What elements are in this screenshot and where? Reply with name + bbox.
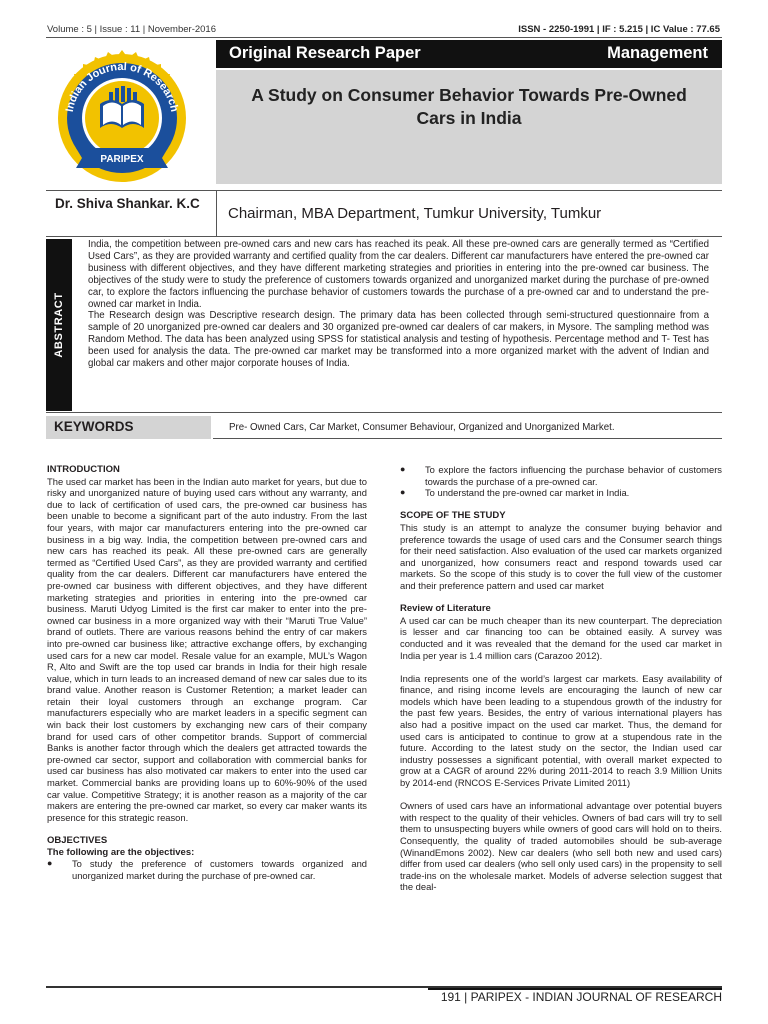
review-paragraph: Owners of used cars have an informational advantage over potential buyers with respect to the quality of their vehicles. Owners of bad cars will try to sell them to unsuspecting buyers while owners of good cars will hold on to theirs. Consequently, the quality of traded automobiles should be sub-average (WinandEmons 2002). New car dealers (who sell both new and used cars) differ from used car dealers (who sell only used cars) in the propensity to sell trade-ins on the wholesale market. Models of adverse selection suggest that the deal- — [400, 800, 722, 893]
list-item-text: To understand the pre-owned car market in India. — [425, 487, 630, 499]
keywords-text: Pre- Owned Cars, Car Market, Consumer Behaviour, Organized and Unorganized Market. — [229, 422, 615, 433]
introduction-text: The used car market has been in the Indian auto market for years, but due to risky and unorganized nature of buying used cars without any warranty, and due to lack of certification of used cars, the pre-owned car business has been unable to become a significant part of the auto industry. From the last four years, with major car manufacturers entering into the pre-owned car business in a big way. India, the competition between pre-owned cars and new cars has reached its peak. All these pre-owned cars are generally termed as “Certified Used Cars”, as they are provided warranty and certified quality from the car dealers. Different car manufacturers have entered the pre-owned car business with different objectives, and they have different marketing strategies and priorities in entering into the pre-owned car business. Maruti Udyog Limited is the first car maker to enter into the pre-owned car business in a more organized way with their “Maruti True Value” brand of outlets. There are various reasons behind the entry of car makers into pre-owned car business like; attractive exchange offers, by exchanging used cars for a new car model. Resale value for an example, MUL’s Wagon R, Alto and Swift are the top used car brands in India for their high resale value, which in turn leads to an increased demand of new car sales due to its brand value. Another reason is Customer Retention; a market leader can retain their loyal customers through an exchange program. Car manufacturers especially who are market leaders in a specific segment can win back their lost customers by exchanging new cars of their company brand for used cars of other competitor brands. Support of commercial Banks is another factor through which the dealers get attracted towards the pre-owned car sector, support and collaboration with commercial banks for used car business has also motivated car makers to enter into the used car market. Commercial banks are providing loans up to 60%-90% of the used car value. Competitive Strategy; it is another reason as a majority of the car makers are entering the pre-owned car market, so every car maker wants its presence for this strategic reason. — [47, 475, 367, 823]
abstract-paragraph: India, the competition between pre-owned cars and new cars has reached its peak. All these pre-owned cars are generally termed as “Certified Used Cars”, as they are provided warranty and certified quality from the car dealers. Different car manufacturers have entered the pre-owned car business with different objectives, and they have different marketing strategies and priorities in entering into the pre-owned car business. The objectives of the study were to study the preference of customers towards organized and unorganized market during the purchase of pre-owned car, to explore the factors influencing the purchase behavior of customers towards the purchase of a pre-owned car and to understand the pre-owned car market in India. — [88, 239, 709, 310]
top-divider — [46, 37, 722, 38]
objectives-heading: OBJECTIVES — [47, 835, 108, 846]
seal-ring-text: Indian Journal of Research — [63, 60, 181, 113]
list-item-text: To explore the factors influencing the purchase behavior of customers towards the purchase of a pre-owned car. — [425, 464, 722, 487]
introduction-heading: INTRODUCTION — [47, 464, 120, 475]
right-column — [400, 464, 722, 893]
author-divider-top — [46, 190, 722, 191]
review-heading: Review of Literature — [400, 603, 491, 615]
list-item-text: To study the preference of customers towards organized and unorganized market during the purchase of pre-owned car. — [72, 858, 367, 881]
seal-banner — [76, 148, 168, 168]
list-item — [47, 858, 367, 881]
objectives-list — [47, 858, 367, 881]
scope-heading: SCOPE OF THE STUDY — [400, 510, 506, 522]
subject-area: Management — [607, 44, 708, 62]
title-box — [216, 70, 722, 184]
left-column — [47, 464, 367, 881]
author-affiliation: Chairman, MBA Department, Tumkur University, Tumkur — [228, 205, 602, 222]
footer-page-info: 191 | PARIPEX - INDIAN JOURNAL OF RESEARCH — [440, 990, 722, 1004]
list-item — [400, 487, 722, 499]
abstract-paragraph: The Research design was Descriptive research design. The primary data has been collected through semi-structured questionnaire from a sample of 20 unorganized pre-owned car dealers and 30 organized pre-owned car dealers of car makers, in Mysore. The sampling method was Random Method. The data has been analyzed using SPSS for statistical analysis and testing of hypothesis. Percentage method and T- Test has been used for analysis the data. The pre-owned car market may be transformed into a more organized market with the advent of Indian and global car makers and other major corporate houses of India. — [88, 310, 709, 370]
review-paragraph: A used car can be much cheaper than its new counterpart. The depreciation is lesser and car financing too can be obtained easily. A survey was conducted and it was revealed that the demand for the used car market in India per year is 1.4 million cars (Carazoo 2012). — [400, 614, 722, 661]
author-name: Dr. Shiva Shankar. K.C — [55, 196, 200, 211]
objectives-intro: The following are the objectives: — [47, 846, 195, 858]
issn-info: ISSN - 2250-1991 | IF : 5.215 | IC Value : 77.65 — [518, 24, 720, 35]
issue-info: Volume : 5 | Issue : 11 | November-2016 — [47, 24, 216, 35]
abstract-sidebar — [46, 239, 72, 411]
review-paragraph: India represents one of the world’s largest car markets. Easy availability of finance, and rising income levels are encouraging the launch of new car models which have been leading to a stupendous growth of the industry for the past few years. Besides, the entry of various international players has also had a positive impact on the used car market. Thus, the demand for used cars is anticipated to continue to grow at a stupendous rate in the future. According to the latest study on the sector, the Indian used car industry possesses a significant potential, with overall market expected to grow at a CAGR of around 22% during 2011-2014 to reach 3.9 Million Units by 2014-end (RNCOS E-Services Private Limited 2011) — [400, 672, 722, 789]
keywords-divider — [213, 438, 722, 439]
scope-text: This study is an attempt to analyze the consumer buying behavior and preference towards the usage of used cars and the Consumer search things for their need satisfaction. Also evaluation of the used car markets organized and unorganized, how consumers react and respond towards used car markets. So the scope of this study is to cover the full view of the customer and their preference pattern and used car market — [400, 521, 722, 591]
objectives-list-continued — [400, 464, 722, 499]
abstract-label: ABSTRACT — [53, 292, 65, 358]
bullet-icon: ● — [400, 487, 406, 498]
author-divider-vertical — [216, 190, 217, 237]
journal-logo — [42, 48, 202, 188]
abstract-text — [88, 239, 709, 370]
paper-title: A Study on Consumer Behavior Towards Pre-Owned Cars in India — [251, 85, 687, 128]
list-item — [400, 464, 722, 487]
bullet-icon: ● — [47, 858, 53, 869]
svg-text:PARIPEX: PARIPEX — [100, 154, 144, 165]
header-band — [216, 40, 722, 68]
paper-type: Original Research Paper — [229, 44, 421, 62]
author-divider-bottom — [46, 236, 722, 237]
keywords-label: KEYWORDS — [54, 419, 134, 434]
bullet-icon: ● — [400, 464, 406, 474]
abstract-divider — [46, 412, 722, 413]
journal-seal-icon — [42, 48, 202, 188]
keywords-box — [46, 416, 211, 439]
